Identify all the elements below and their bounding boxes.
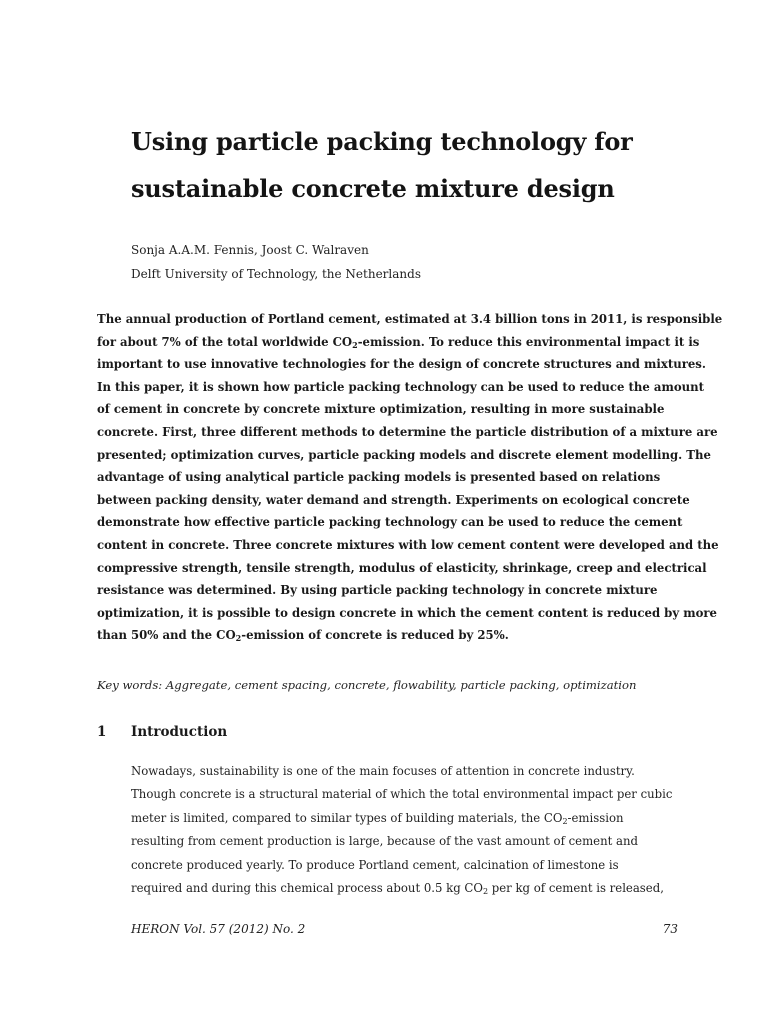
paper-title [131,118,691,212]
body-line: concrete produced yearly. To produce Portland cement, calcination of limestone is [131,857,619,872]
subscript: 2 [482,887,489,897]
footer-journal: HERON Vol. 57 (2012) No. 2 [131,922,306,936]
page-number: 73 [662,922,678,936]
author-affiliation: Delft University of Technology, the Netherlands [131,267,421,281]
abstract-text: -emission of concrete is reduced by 25%. [241,628,509,643]
author-names: Sonja A.A.M. Fennis, Joost C. Walraven [131,243,369,257]
abstract-line [97,624,697,647]
body-line: Though concrete is a structural material of which the total environmental impact per cubic [131,787,673,802]
body-line [131,807,691,830]
abstract-text: for about 7% of the total worldwide CO [97,334,353,349]
abstract-line: In this paper, it is shown how particle packing technology can be used to reduce the amount [97,379,705,394]
abstract-line: important to use innovative technologies for the design of concrete structures and mixtures. [97,357,706,372]
abstract-line: resistance was determined. By using particle packing technology in concrete mixture [97,583,658,598]
section-heading [97,720,227,744]
body-text: -emission [567,810,624,825]
body-line [131,877,691,900]
title-line: sustainable concrete mixture design [131,174,615,203]
abstract-line: advantage of using analytical particle packing models is presented based on relations [97,470,661,485]
title-line: Using particle packing technology for [131,127,633,156]
introduction-paragraph [131,760,691,900]
abstract [97,308,723,647]
body-text: required and during this chemical process about 0.5 kg CO [131,881,483,896]
body-line: Nowadays, sustainability is one of the main focuses of attention in concrete industry. [131,764,635,778]
abstract-line: compressive strength, tensile strength, modulus of elasticity, shrinkage, creep and electrical [97,560,707,575]
abstract-line: between packing density, water demand and strength. Experiments on ecological concrete [97,492,690,507]
section-number: 1 [97,724,107,740]
abstract-line [97,331,700,354]
abstract-line: The annual production of Portland cement, estimated at 3.4 billion tons in 2011, is responsible [97,312,723,326]
abstract-line: demonstrate how effective particle packing technology can be used to reduce the cement [97,515,683,530]
abstract-line: optimization, it is possible to design concrete in which the cement content is reduced by more [97,605,717,620]
subscript: 2 [562,816,568,826]
author-block [131,238,421,286]
abstract-line: concrete. First, three different methods to determine the particle distribution of a mixture are [97,424,718,439]
abstract-text: -emission. To reduce this environmental impact it is [357,334,700,349]
abstract-line: of cement in concrete by concrete mixture optimization, resulting in more sustainable [97,402,665,417]
subscript: 2 [352,339,358,350]
subscript: 2 [235,633,242,644]
body-line: resulting from cement production is large, because of the vast amount of cement and [131,834,639,849]
keywords: Key words: Aggregate, cement spacing, concrete, flowability, particle packing, optimization [97,678,637,692]
body-text: per kg of cement is released, [488,881,664,896]
abstract-line: content in concrete. Three concrete mixtures with low cement content were developed and the [97,537,719,552]
body-text: meter is limited, compared to similar types of building materials, the CO [131,810,563,825]
abstract-line: presented; optimization curves, particle packing models and discrete element modelling. The [97,447,711,462]
section-title: Introduction [131,724,228,740]
abstract-text: than 50% and the CO [97,628,236,643]
